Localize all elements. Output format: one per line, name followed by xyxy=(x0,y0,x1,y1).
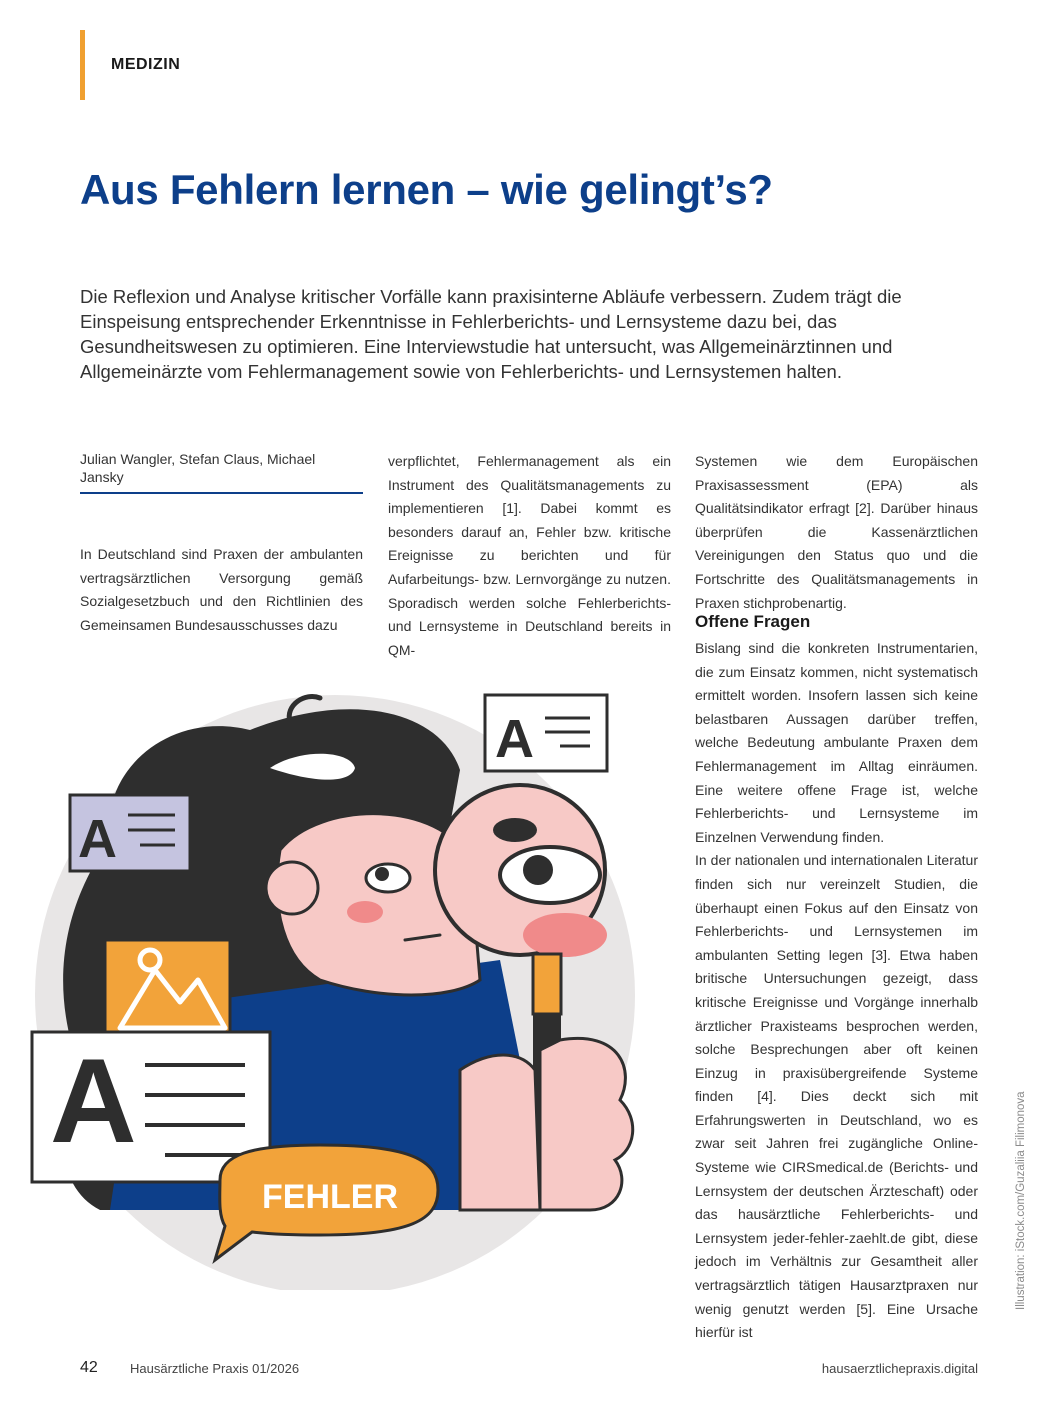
section-rubric: MEDIZIN xyxy=(111,56,181,73)
column-3-paragraph-2: In der nationalen und internationalen Literatur finden sich nur vereinzelt Studien, die überhaupt einen Fokus auf den Einsatz von Fehlerberichts- und Lernsystemen im ambulanten Setting legen [3]. Etwa haben britische Untersuchungen gezeigt, dass kritische Ereignisse und Vorgänge innerhalb ärztlicher Praxisteams besprochen werden, solche Besprechungen aber oft keinen Einzug in praxisübergreifende Systeme finden [4]. Dies deckt sich mit Erfahrungswerten in Deutschland, wo es zwar seit Jahren frei zugängliche Online-Systeme wie CIRSmedical.de (Berichts- und Lernsystem der deutschen Ärzteschaft) oder das hausärztliche Fehlerberichts- und Lernsystem jeder-fehler-zaehlt.de gibt, diese jedoch im Verhältnis zur Gesamtheit aller vertragsärztlich tätigen Hausarztpraxen nur wenig genutzt werden [5]. Eine Ursache hierfür ist xyxy=(695,852,978,1341)
column-3-paragraph-1: Bislang sind die konkreten Instrumentarien, die zum Einsatz kommen, nicht systematisch ermittelt worden. Insofern lassen sich keine belastbaren Aussagen darüber treffen, welche Bedeutung ambulante Praxen dem Fehlermanagement im Alltag einräumen. Eine weitere offene Frage ist, welche Fehlerberichts- und Lernsysteme im Einzelnen Verwendung finden. xyxy=(695,640,978,845)
text-column-1 xyxy=(80,543,363,637)
ear-shape xyxy=(266,862,318,914)
author-line: Julian Wangler, Stefan Claus, Michael Jansky xyxy=(80,451,316,485)
card-letter-top: A xyxy=(495,709,534,769)
page-number: 42 xyxy=(80,1359,98,1376)
eye-icon xyxy=(366,864,410,892)
rubric-accent-bar xyxy=(80,30,85,100)
journal-issue: Hausärztliche Praxis 01/2026 xyxy=(130,1361,300,1376)
lead-text: Die Reflexion und Analyse kritischer Vorfälle kann praxisinterne Abläufe verbessern. Zudem trägt die Einspeisung entsprechender Erkenntnisse in Fehlerberichts- und Lernsysteme dazu bei, das Gesundheitswesen zu optimieren. Eine Interviewstudie hat untersucht, was Allgemeinärztinnen und Allgemeinärzte vom Fehlermanagement sowie von Fehlerberichts- und Lernsystemen halten. xyxy=(80,286,902,382)
article-lead xyxy=(80,284,980,384)
article-illustration xyxy=(20,650,680,1290)
fist-shape xyxy=(540,1038,633,1210)
magnified-eyebrow xyxy=(493,818,537,842)
magnified-blush xyxy=(523,913,607,957)
hand-shape xyxy=(460,1055,540,1210)
magnifier-handle-icon xyxy=(533,954,561,1014)
column-1-text: In Deutschland sind Praxen der ambulanten vertragsärztlichen Versorgung gemäß Sozialgesetzbuch und den Richtlinien des Gemeinsamen Bundesausschusses dazu xyxy=(80,546,363,633)
column-3-intro-text: Systemen wie dem Europäischen Praxisassessment (EPA) als Qualitätsindikator erfragt [2]. Darüber hinaus überprüfen die Kassenärztlichen Vereinigungen den Status quo und die Fortschritte des Qualitätsmanagements in Praxen stichprobenartig. xyxy=(695,453,978,611)
cheek-blush xyxy=(347,901,383,923)
subheading-offene-fragen: Offene Fragen xyxy=(695,612,811,631)
text-column-3-top xyxy=(695,450,978,615)
magnified-pupil xyxy=(523,855,553,885)
column-2-text: verpflichtet, Fehlermanagement als ein Instrument des Qualitätsmanagements zu implementieren [1]. Dabei kommt es besonders darauf an, Fehler bzw. kritische Ereignisse zu berichten und für Aufarbeitungs- bzw. Lernvorgänge zu nutzen. Sporadisch werden solche Fehlerberichts- und Lernsysteme in Deutschland bereits in QM- xyxy=(388,453,671,658)
speech-bubble-text: FEHLER xyxy=(262,1178,398,1216)
author-divider xyxy=(80,492,363,494)
illustration-credit: Illustration: iStock.com/Guzaliia Filimonova xyxy=(1015,1091,1027,1310)
card-letter-left: A xyxy=(78,809,117,869)
article-title: Aus Fehlern lernen – wie gelingt’s? xyxy=(80,166,773,213)
text-column-3-body xyxy=(695,637,978,1345)
text-column-2 xyxy=(388,450,671,662)
website-link[interactable]: hausaerztlichepraxis.digital xyxy=(821,1361,978,1376)
card-letter-large: A xyxy=(50,1034,137,1168)
pupil xyxy=(375,867,389,881)
